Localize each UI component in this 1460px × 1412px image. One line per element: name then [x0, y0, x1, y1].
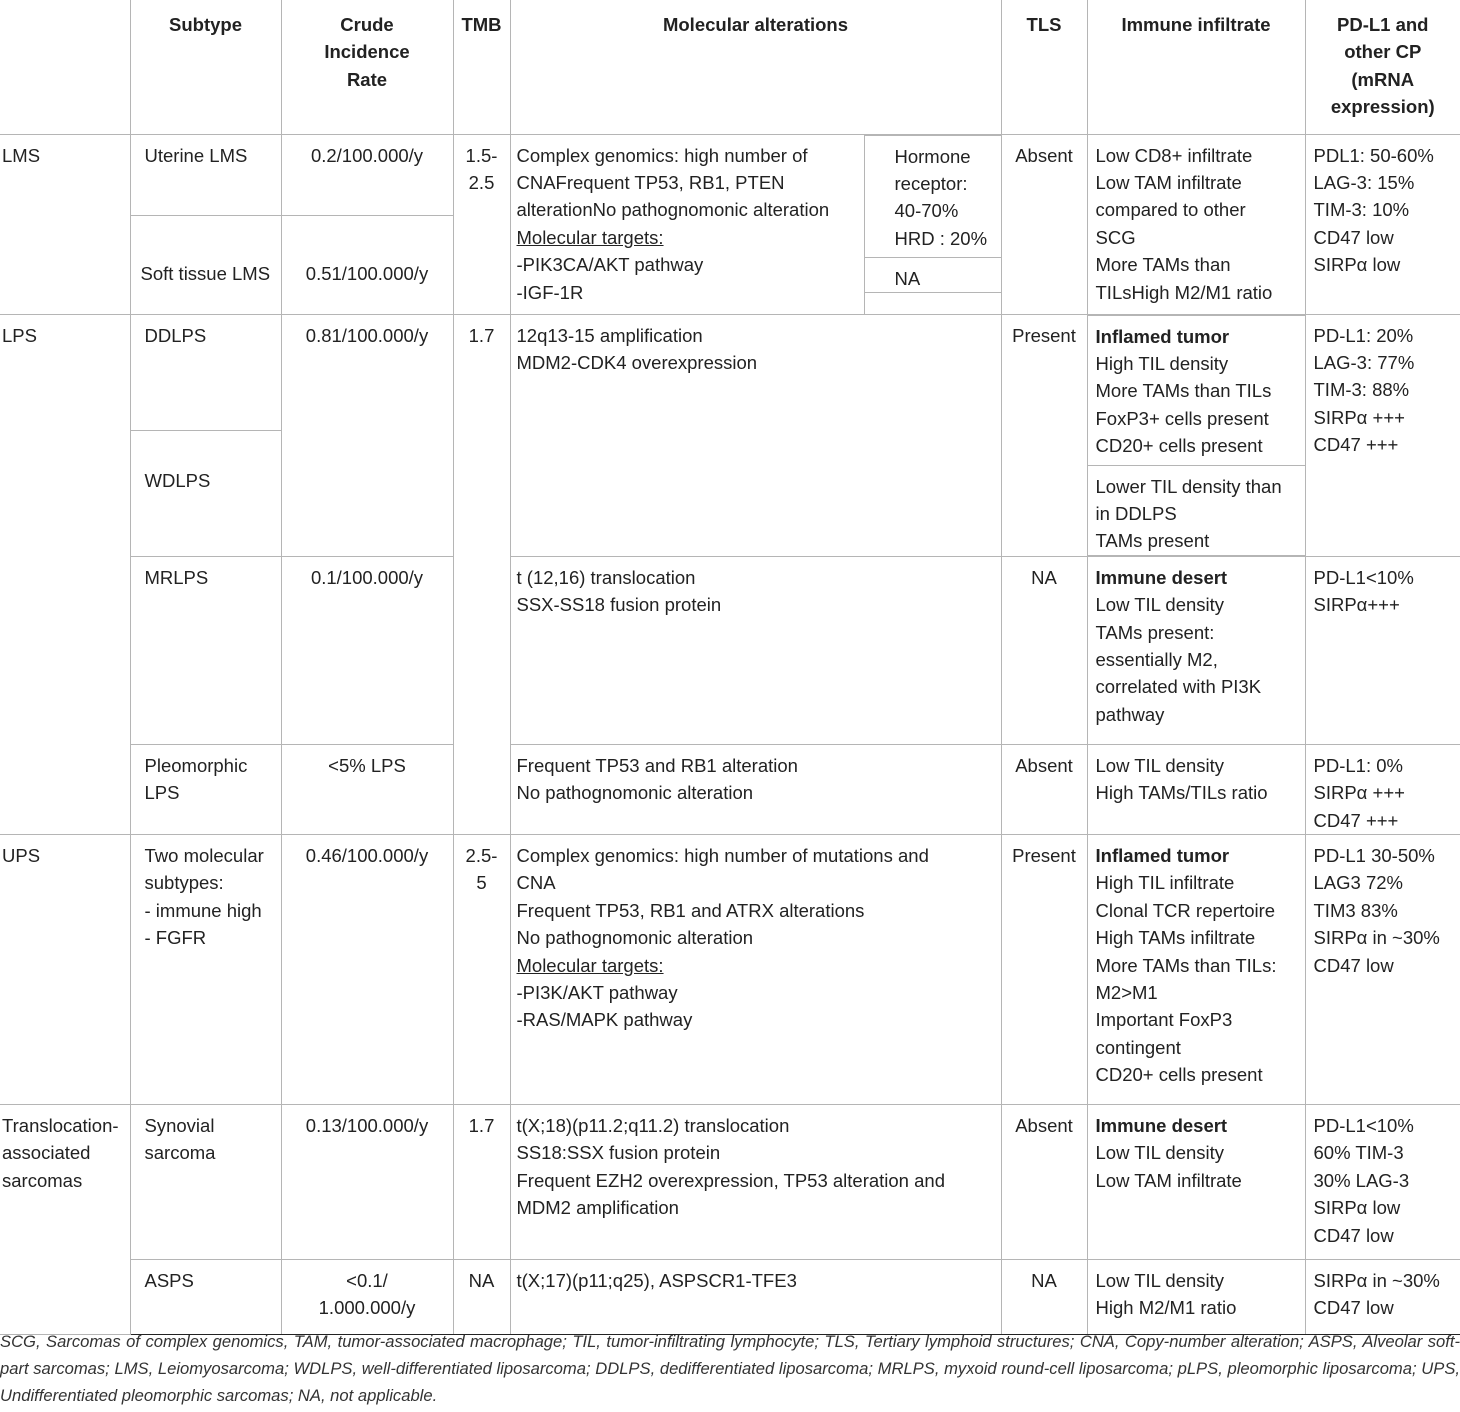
- text-line: PDL1: 50-60%: [1313, 144, 1434, 166]
- subtype-ddlps: DDLPS: [130, 314, 281, 431]
- text-line: Incidence: [324, 41, 410, 63]
- text-line: SS18:SSX fusion protein: [516, 1142, 721, 1164]
- group-ups: UPS: [0, 834, 130, 1104]
- text-line: expression): [1330, 96, 1435, 118]
- text-line: Frequent TP53 and RB1 alteration: [516, 754, 798, 776]
- text-line: associated: [2, 1142, 91, 1164]
- incidence-uterine-lms: 0.2/100.000/y: [281, 134, 453, 215]
- text-line: Clonal TCR repertoire: [1095, 899, 1276, 921]
- text-line: t(X;18)(p11.2;q11.2) translocation: [516, 1114, 790, 1136]
- header-subtype: Subtype: [130, 0, 281, 134]
- text-line: PD-L1: 20%: [1313, 324, 1414, 346]
- text-line: FoxP3+ cells present: [1095, 407, 1269, 429]
- text-line: 1.5-: [465, 144, 498, 166]
- table-row: [0, 744, 1460, 834]
- text-line: No pathognomonic alteration: [516, 927, 754, 949]
- text-line: Two molecular: [144, 844, 264, 866]
- text-line: essentially M2,: [1095, 648, 1218, 670]
- text-line: Frequent EZH2 overexpression, TP53 alteration and: [516, 1169, 945, 1191]
- tls-pleomorphic-lps: Absent: [1001, 744, 1087, 834]
- molecular-ddlps: [510, 314, 1001, 556]
- text-line: Crude: [340, 14, 394, 35]
- incidence-ddlps: 0.81/100.000/y: [281, 314, 453, 556]
- subtype-asps: ASPS: [130, 1259, 281, 1334]
- molecular-ups: Complex genomics: high number of mutations and CNA Frequent TP53, RB1 and ATRX alterations No pathognomonic alteration Molecular targets: -PI3K/AKT pathway -RAS/MAPK pathway: [510, 834, 1001, 1104]
- text-line: CD47 low: [1313, 226, 1394, 248]
- text-line: 12q13-15 amplification: [516, 324, 703, 346]
- text-line: TIM3 83%: [1313, 899, 1398, 921]
- subtype-uterine-lms: Uterine LMS: [130, 134, 281, 215]
- text-line: -PIK3CA/AKT pathway: [516, 254, 704, 276]
- pdl1-ddlps: [1305, 314, 1460, 556]
- text-line: Hormone: [894, 145, 971, 167]
- text-line: 60% TIM-3: [1313, 1142, 1404, 1164]
- text-line: (mRNA: [1351, 68, 1415, 90]
- tls-ddlps: Present: [1001, 314, 1087, 556]
- text-line: CNAFrequent TP53, RB1, PTEN: [516, 171, 785, 193]
- text-line: TAMs present: [1095, 530, 1210, 552]
- text-line: M2>M1: [1095, 981, 1158, 1003]
- table-row: [0, 834, 1460, 1104]
- text-line: TAMs present:: [1095, 621, 1215, 643]
- text-line: CD47 low: [1313, 954, 1394, 976]
- text-line: - immune high: [144, 899, 262, 921]
- text-line: CD47 +++: [1313, 809, 1399, 831]
- text-line: Important FoxP3: [1095, 1009, 1233, 1031]
- tls-lms: Absent: [1001, 134, 1087, 314]
- text-line: pathway: [1095, 703, 1165, 725]
- text-line: 2.5: [468, 171, 495, 193]
- tls-mrlps: NA: [1001, 556, 1087, 744]
- text-line: High M2/M1 ratio: [1095, 1297, 1237, 1319]
- incidence-mrlps: 0.1/100.000/y: [281, 556, 453, 744]
- text-line: CNA: [516, 872, 556, 894]
- text-line: MDM2 amplification: [516, 1197, 679, 1219]
- molecular-lms: Complex genomics: high number of CNAFrequent TP53, RB1, PTEN alterationNo pathognomonic alteration Molecular targets: -PIK3CA/AKT pathway -IGF-1R: [510, 134, 864, 314]
- header-empty: [0, 0, 130, 134]
- text-line: other CP: [1344, 41, 1422, 63]
- tls-synovial: Absent: [1001, 1104, 1087, 1259]
- text-line: -RAS/MAPK pathway: [516, 1009, 693, 1031]
- text-line: SSX-SS18 fusion protein: [516, 594, 722, 616]
- molecular-asps: [510, 1259, 1001, 1334]
- text-line: sarcomas: [2, 1169, 83, 1191]
- text-line: in DDLPS: [1095, 502, 1177, 524]
- text-line: Lower TIL density than: [1095, 475, 1282, 497]
- incidence-pleomorphic-lps: <5% LPS: [281, 744, 453, 834]
- table-row: [0, 314, 1460, 431]
- subtype-wdlps: WDLPS: [130, 431, 281, 557]
- immune-asps: [1087, 1259, 1305, 1334]
- pdl1-asps: [1305, 1259, 1460, 1334]
- text-line: Translocation-: [2, 1114, 119, 1136]
- text-line: TILsHigh M2/M1 ratio: [1095, 281, 1273, 303]
- incidence-ups: 0.46/100.000/y: [281, 834, 453, 1104]
- immune-lms: [1087, 134, 1305, 314]
- group-translocation: [0, 1104, 130, 1334]
- text-line: Pleomorphic: [144, 754, 248, 776]
- subtype-mrlps: MRLPS: [130, 556, 281, 744]
- molecular-synovial: [510, 1104, 1001, 1259]
- text-line: LAG3 72%: [1313, 872, 1403, 894]
- text-line: SIRPα low: [1313, 254, 1401, 276]
- text-line: SIRPα +++: [1313, 406, 1405, 428]
- subtype-soft-tissue-lms: Soft tissue LMS: [130, 215, 281, 314]
- text-line: CD47 low: [1313, 1297, 1394, 1319]
- text-line: HRD : 20%: [894, 227, 988, 249]
- text-line: PD-L1 and: [1337, 14, 1429, 35]
- text-line: Low CD8+ infiltrate: [1095, 144, 1253, 166]
- pdl1-synovial: [1305, 1104, 1460, 1259]
- text-line: High TAMs/TILs ratio: [1095, 782, 1268, 804]
- text-line: PD-L1 30-50%: [1313, 844, 1435, 866]
- tmb-lps: 1.7: [453, 314, 510, 834]
- text-line: sarcoma: [144, 1142, 216, 1164]
- text-line: MDM2-CDK4 overexpression: [516, 351, 758, 373]
- text-line: Low TAM infiltrate: [1095, 171, 1242, 193]
- text-line: Rate: [346, 68, 388, 90]
- table-footnote: SCG, Sarcomas of complex genomics, TAM, tumor-associated macrophage; TIL, tumor-infiltrating lymphocyte; TLS, Tertiary lymphoid structures; CNA, Copy-number alteration; ASPS, Alveolar soft-part sarcomas; LMS, Leiomyosarcoma; WDLPS, well-differentiated liposarcoma; DDLPS, dedifferentiated liposarcoma; MRLPS, myxoid round-cell liposarcoma; pLPS, pleomorphic liposarcoma; UPS, Undifferentiated pleomorphic sarcomas; NA, not applicable.: [0, 1332, 1460, 1405]
- text-line: Low TIL density: [1095, 594, 1225, 616]
- table-row: [0, 134, 1460, 215]
- subtype-ups: [130, 834, 281, 1104]
- table-row: [0, 1104, 1460, 1259]
- text-line: Low TIL density: [1095, 754, 1225, 776]
- molecular-pleomorphic-lps: [510, 744, 1001, 834]
- text-line: 40-70%: [894, 200, 959, 222]
- pdl1-ups: [1305, 834, 1460, 1104]
- text-line: More TAMs than: [1095, 254, 1231, 276]
- tmb-ups: [453, 834, 510, 1104]
- header-molecular: Molecular alterations: [510, 0, 1001, 134]
- text-line: More TAMs than TILs: [1095, 380, 1272, 402]
- text-line: SIRPα +++: [1313, 782, 1405, 804]
- pdl1-pleomorphic-lps: [1305, 744, 1460, 834]
- incidence-soft-tissue-lms: 0.51/100.000/y: [281, 215, 453, 314]
- text-line: PD-L1<10%: [1313, 566, 1414, 588]
- text-line: 5: [476, 872, 487, 894]
- text-line: LPS: [144, 782, 180, 804]
- text-line: alterationNo pathognomonic alteration: [516, 199, 830, 221]
- text-line: receptor:: [894, 172, 968, 194]
- header-crude-incidence: [281, 0, 453, 134]
- text-line: SIRPα+++: [1313, 594, 1400, 616]
- tls-asps: NA: [1001, 1259, 1087, 1334]
- text-line: Synovial: [144, 1114, 215, 1136]
- text-line: SIRPα in ~30%: [1313, 927, 1440, 949]
- text-line: LAG-3: 15%: [1313, 171, 1415, 193]
- text-line: TIM-3: 88%: [1313, 379, 1410, 401]
- text-line: High TIL infiltrate: [1095, 872, 1235, 894]
- text-line: -IGF-1R: [516, 281, 584, 303]
- text-line: SCG: [1095, 226, 1136, 248]
- table-row: [0, 556, 1460, 744]
- text-line: Low TIL density: [1095, 1142, 1225, 1164]
- text-line: Frequent TP53, RB1 and ATRX alterations: [516, 899, 865, 921]
- molecular-mrlps: [510, 556, 1001, 744]
- tmb-synovial: 1.7: [453, 1104, 510, 1259]
- text-line: compared to other: [1095, 199, 1246, 221]
- text-line: TIM-3: 10%: [1313, 199, 1410, 221]
- immune-ups: Inflamed tumor High TIL infiltrate Clonal TCR repertoire High TAMs infiltrate More TAMs than TILs: M2>M1 Important FoxP3 contingent CD20+ cells present: [1087, 834, 1305, 1104]
- text-line: CD47 low: [1313, 1224, 1394, 1246]
- pdl1-lms: [1305, 134, 1460, 314]
- table-row: [0, 1259, 1460, 1334]
- text-line: correlated with PI3K: [1095, 676, 1262, 698]
- text-line: 2.5-: [465, 844, 498, 866]
- header-tmb: TMB: [453, 0, 510, 134]
- text-line: t (12,16) translocation: [516, 566, 696, 588]
- subtype-pleomorphic-lps: [130, 744, 281, 834]
- text-line: PD-L1<10%: [1313, 1114, 1414, 1136]
- pdl1-mrlps: [1305, 556, 1460, 744]
- group-lps: LPS: [0, 314, 130, 834]
- text-line: LAG-3: 77%: [1313, 351, 1415, 373]
- text-line: SIRPα low: [1313, 1197, 1401, 1219]
- text-line: - FGFR: [144, 927, 207, 949]
- text-line: subtypes:: [144, 872, 224, 894]
- group-lms: LMS: [0, 134, 130, 314]
- text-line: CD20+ cells present: [1095, 435, 1263, 457]
- tmb-lms: [453, 134, 510, 314]
- text-line: CD20+ cells present: [1095, 1064, 1263, 1086]
- incidence-synovial: 0.13/100.000/y: [281, 1104, 453, 1259]
- text-line: CD47 +++: [1313, 434, 1399, 456]
- header-pdl1: [1305, 0, 1460, 134]
- tls-ups: Present: [1001, 834, 1087, 1104]
- text-line: -PI3K/AKT pathway: [516, 981, 678, 1003]
- text-line: 1.000.000/y: [318, 1297, 416, 1319]
- text-line: Low TAM infiltrate: [1095, 1169, 1242, 1191]
- header-immune: Immune infiltrate: [1087, 0, 1305, 134]
- text-line: PD-L1: 0%: [1313, 754, 1403, 776]
- immune-ddlps: Inflamed tumor High TIL density More TAMs than TILs FoxP3+ cells present CD20+ cells present Lower TIL density than in DDLPS TAMs present: [1087, 314, 1305, 556]
- subtype-synovial: [130, 1104, 281, 1259]
- text-line: 30% LAG-3: [1313, 1169, 1410, 1191]
- immune-synovial: Immune desert Low TIL density Low TAM infiltrate: [1087, 1104, 1305, 1259]
- text-line: Low TIL density: [1095, 1269, 1225, 1291]
- text-line: High TAMs infiltrate: [1095, 927, 1256, 949]
- hormone-lms: Hormone receptor: 40-70% HRD : 20% NA: [864, 134, 1001, 314]
- immune-pleomorphic-lps: [1087, 744, 1305, 834]
- tmb-asps: NA: [453, 1259, 510, 1334]
- text-line: t(X;17)(p11;q25), ASPSCR1-TFE3: [516, 1269, 797, 1291]
- text-line: Complex genomics: high number of: [516, 144, 808, 166]
- incidence-asps: [281, 1259, 453, 1334]
- header-row: [0, 0, 1460, 134]
- text-line: <0.1/: [346, 1269, 388, 1291]
- header-tls: TLS: [1001, 0, 1087, 134]
- text-line: SIRPα in ~30%: [1313, 1269, 1440, 1291]
- text-line: Complex genomics: high number of mutations and: [516, 844, 929, 866]
- text-line: No pathognomonic alteration: [516, 782, 754, 804]
- immune-mrlps: Immune desert Low TIL density TAMs present: essentially M2, correlated with PI3K pathway: [1087, 556, 1305, 744]
- text-line: More TAMs than TILs:: [1095, 954, 1277, 976]
- text-line: contingent: [1095, 1036, 1181, 1058]
- text-line: High TIL density: [1095, 352, 1229, 374]
